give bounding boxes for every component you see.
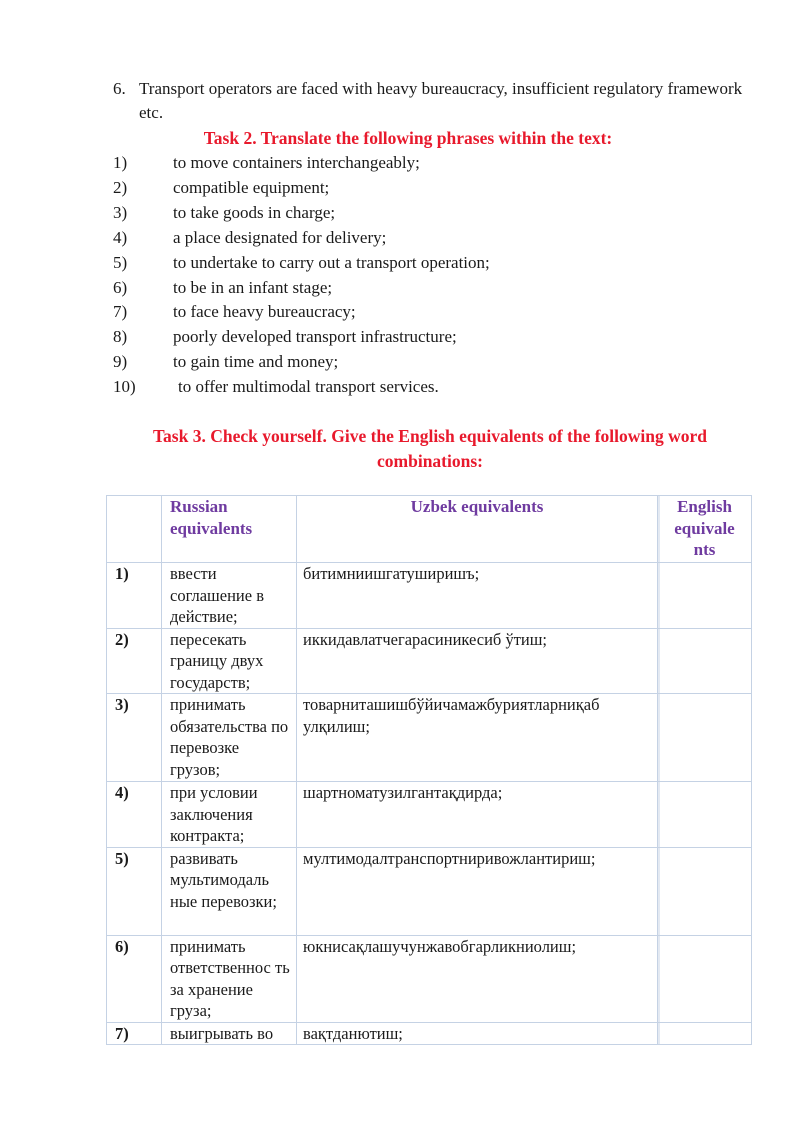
phrase-text: poorly developed transport infrastructure; bbox=[173, 327, 457, 346]
phrase-text: to undertake to carry out a transport operation; bbox=[173, 253, 490, 272]
english-answer-cell[interactable] bbox=[658, 694, 752, 782]
phrase-number: 1) bbox=[113, 153, 128, 172]
phrase-text: a place designated for delivery; bbox=[173, 228, 387, 247]
row-number: 3) bbox=[107, 694, 162, 782]
phrase-number: 8) bbox=[113, 327, 128, 346]
table-header-row bbox=[107, 496, 752, 563]
list-item-number: 6. bbox=[113, 79, 126, 98]
russian-cell: пересекать границу двух государств; bbox=[162, 628, 297, 694]
english-answer-cell[interactable] bbox=[658, 628, 752, 694]
english-answer-cell[interactable] bbox=[658, 563, 752, 629]
phrase-number: 10) bbox=[113, 377, 136, 396]
phrase-text: to gain time and money; bbox=[173, 352, 339, 371]
phrase-number: 6) bbox=[113, 278, 128, 297]
russian-cell: выигрывать во bbox=[162, 1022, 297, 1045]
task3-heading-line1: Task 3. Check yourself. Give the English equivalents of the following word bbox=[152, 426, 708, 446]
header-russian: Russian equivalents bbox=[162, 496, 297, 563]
table-row bbox=[107, 628, 752, 694]
table-row bbox=[107, 782, 752, 848]
phrase-number: 3) bbox=[113, 203, 128, 222]
english-answer-cell[interactable] bbox=[658, 782, 752, 848]
row-number: 7) bbox=[107, 1022, 162, 1045]
uzbek-cell: вақтданютиш; bbox=[297, 1022, 658, 1045]
english-answer-cell[interactable] bbox=[658, 935, 752, 1022]
phrase-number: 7) bbox=[113, 302, 128, 321]
phrase-number: 2) bbox=[113, 178, 128, 197]
phrase-text: to move containers interchangeably; bbox=[173, 153, 420, 172]
uzbek-cell: иккидавлатчегарасиникесиб ўтиш; bbox=[297, 628, 658, 694]
phrase-number: 9) bbox=[113, 352, 128, 371]
phrase-text: to take goods in charge; bbox=[173, 203, 336, 222]
uzbek-cell: юкнисақлашучунжавобгарликниолиш; bbox=[297, 935, 658, 1022]
table-row bbox=[107, 563, 752, 629]
english-answer-cell[interactable] bbox=[658, 847, 752, 935]
row-number: 5) bbox=[107, 847, 162, 935]
english-answer-cell[interactable] bbox=[658, 1022, 752, 1045]
task2-heading: Task 2. Translate the following phrases within the text: bbox=[203, 128, 613, 148]
row-number: 6) bbox=[107, 935, 162, 1022]
phrase-text: to face heavy bureaucracy; bbox=[173, 302, 356, 321]
list-item-text: Transport operators are faced with heavy bureaucracy, insufficient regulatory framework etc. bbox=[139, 79, 743, 122]
phrase-text: to be in an infant stage; bbox=[173, 278, 333, 297]
row-number: 1) bbox=[107, 563, 162, 629]
uzbek-cell: товарниташишбўйичамажбуриятларниқаб улқилиш; bbox=[297, 694, 658, 782]
table-row bbox=[107, 847, 752, 935]
uzbek-cell: битимниишгатуширишъ; bbox=[297, 563, 658, 629]
row-number: 2) bbox=[107, 628, 162, 694]
task3-heading-line2: combinations: bbox=[377, 451, 483, 471]
header-number-cell bbox=[107, 496, 162, 563]
uzbek-cell: мултимодалтранспортниривожлантириш; bbox=[297, 847, 658, 935]
table-row bbox=[107, 935, 752, 1022]
header-english: English equivale nts bbox=[658, 496, 752, 563]
phrase-text: to offer multimodal transport services. bbox=[178, 377, 439, 396]
phrase-number: 4) bbox=[113, 228, 128, 247]
row-number: 4) bbox=[107, 782, 162, 848]
header-uzbek: Uzbek equivalents bbox=[297, 496, 658, 563]
phrase-text: compatible equipment; bbox=[173, 178, 330, 197]
russian-cell: при условии заключения контракта; bbox=[162, 782, 297, 848]
phrase-number: 5) bbox=[113, 253, 128, 272]
russian-cell: развивать мультимодаль ные перевозки; bbox=[162, 847, 297, 935]
russian-cell: принимать ответственнос ть за хранение груза; bbox=[162, 935, 297, 1022]
russian-cell: принимать обязательства по перевозке грузов; bbox=[162, 694, 297, 782]
uzbek-cell: шартноматузилгантақдирда; bbox=[297, 782, 658, 848]
table-row bbox=[107, 694, 752, 782]
russian-cell: ввести соглашение в действие; bbox=[162, 563, 297, 629]
equivalents-table bbox=[106, 495, 752, 1045]
table-row bbox=[107, 1022, 752, 1045]
